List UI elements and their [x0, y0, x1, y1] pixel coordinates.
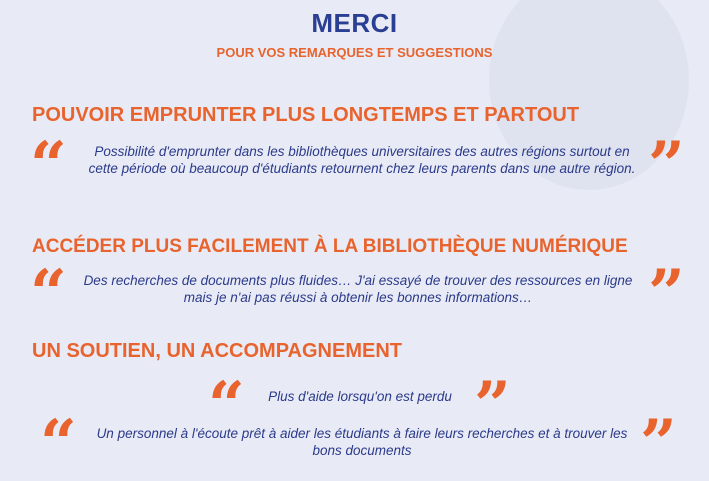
open-quote-icon: “ — [208, 368, 245, 443]
page-title: MERCI — [311, 8, 398, 38]
section-heading-borrow: POUVOIR EMPRUNTER PLUS LONGTEMPS ET PARTOUT — [32, 104, 580, 126]
close-quote-icon: ” — [648, 256, 685, 331]
quote-borrow: Possibilité d'emprunter dans les bibliothèques universitaires des autres régions surtout en cette période où beaucoup d'étudiants retournent chez leurs parents dans une autre région. — [88, 144, 636, 176]
section-heading-support: UN SOUTIEN, UN ACCOMPAGNEMENT — [32, 340, 402, 362]
close-quote-icon: ” — [640, 406, 677, 481]
quote-staff: Un personnel à l'écoute prêt à aider les étudiants à faire leurs recherches et à trouver les bons documents — [96, 426, 628, 458]
open-quote-icon: “ — [30, 256, 67, 331]
close-quote-icon: ” — [474, 368, 511, 443]
open-quote-icon: “ — [40, 406, 77, 481]
open-quote-icon: “ — [30, 128, 67, 203]
quote-lost: Plus d'aide lorsqu'on est perdu — [268, 389, 452, 404]
quote-digital-library: Des recherches de documents plus fluides… J'ai essayé de trouver des ressources en ligne mais je n'ai pas réussi à obtenir les bonnes informations… — [83, 273, 633, 305]
section-heading-digital-library: ACCÉDER PLUS FACILEMENT À LA BIBLIOTHÈQUE NUMÉRIQUE — [32, 236, 628, 257]
page-subtitle: POUR VOS REMARQUES ET SUGGESTIONS — [216, 45, 493, 60]
close-quote-icon: ” — [648, 128, 685, 203]
